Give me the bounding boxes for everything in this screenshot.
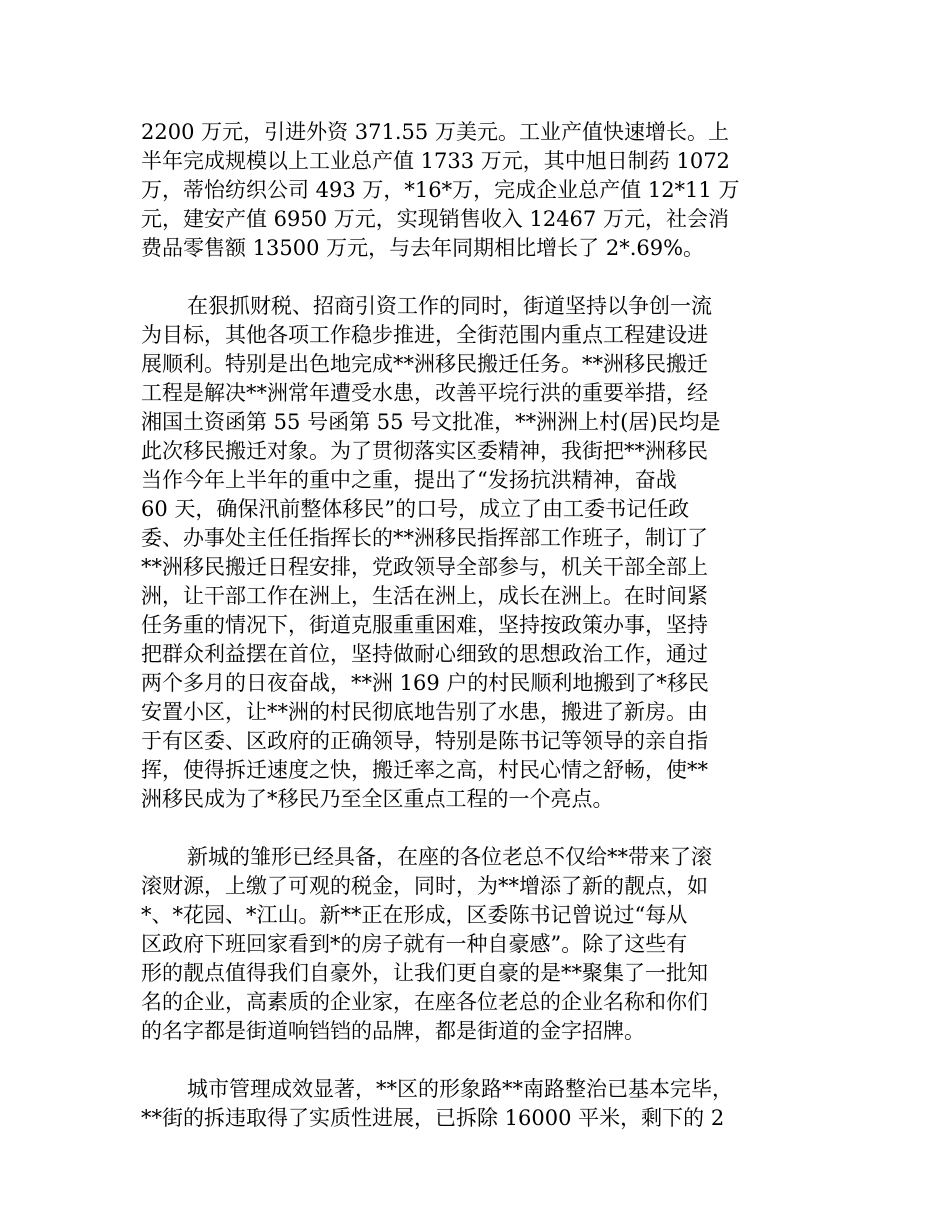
text-line: 2200 万元，引进外资 371.55 万美元。工业产值快速增长。上 (141, 120, 729, 144)
text-line: 把群众利益摆在首位，坚持做耐心细致的思想政治工作，通过 (141, 642, 708, 666)
paragraph-4 (141, 1075, 816, 1133)
text-line: **洲移民搬迁日程安排，党政领导全部参与，机关干部全部上 (141, 555, 708, 579)
text-line: 为目标，其他各项工作稳步推进，全街范围内重点工程建设进 (141, 323, 708, 347)
text-line: 安置小区，让**洲的村民彻底地告别了水患，搬进了新房。由 (141, 700, 708, 724)
paragraph-2 (141, 292, 816, 814)
text-line: 的名字都是街道响铛铛的品牌，都是街道的金字招牌。 (141, 1019, 645, 1043)
text-line: 委、办事处主任任指挥长的**洲移民指挥部工作班子，制订了 (141, 526, 708, 550)
text-line: 于有区委、区政府的正确领导，特别是陈书记等领导的亲自指 (141, 729, 708, 753)
text-line: 此次移民搬迁对象。为了贯彻落实区委精神，我街把**洲移民 (141, 439, 708, 463)
text-line: 费品零售额 13500 万元，与去年同期相比增长了 2*.69%。 (141, 236, 705, 260)
text-line: 在狠抓财税、招商引资工作的同时，街道坚持以争创一流 (187, 294, 712, 318)
paragraph-spacer (141, 814, 816, 843)
text-line: 新城的雏形已经具备，在座的各位老总不仅给**带来了滚 (187, 845, 712, 869)
paragraph-spacer (141, 1046, 816, 1075)
paragraph-spacer (141, 263, 816, 292)
text-line: 洲，让干部工作在洲上，生活在洲上，成长在洲上。在时间紧 (141, 584, 708, 608)
text-line: 滚财源，上缴了可观的税金，同时，为**增添了新的靓点，如 (141, 874, 708, 898)
text-line: 湘国土资函第 55 号函第 55 号文批准，**洲洲上村(居)民均是 (141, 410, 721, 434)
document-body (141, 118, 816, 1133)
text-line: 工程是解决**洲常年遭受水患，改善平垸行洪的重要举措，经 (141, 381, 708, 405)
text-line: 洲移民成为了*移民乃至全区重点工程的一个亮点。 (141, 787, 614, 811)
text-line: 名的企业，高素质的企业家，在座各位老总的企业名称和你们 (141, 990, 708, 1014)
text-line: 60 天，确保汛前整体移民”的口号，成立了由工委书记任政 (141, 497, 690, 521)
text-line: 任务重的情况下，街道克服重重困难，坚持按政策办事，坚持 (141, 613, 708, 637)
text-line: 展顺利。特别是出色地完成**洲移民搬迁任务。**洲移民搬迁 (141, 352, 708, 376)
text-line: 元，建安产值 6950 万元，实现销售收入 12467 万元，社会消 (141, 207, 729, 231)
text-line: 区政府下班回家看到*的房子就有一种自豪感”。除了这些有 (141, 932, 688, 956)
text-line: 当作今年上半年的重中之重，提出了“发扬抗洪精神，奋战 (141, 468, 677, 492)
text-line: 形的靓点值得我们自豪外，让我们更自豪的是**聚集了一批知 (141, 961, 708, 985)
text-line: 挥，使得拆迁速度之快，搬迁率之高，村民心情之舒畅，使** (141, 758, 708, 782)
text-line: *、*花园、*江山。新**正在形成，区委陈书记曾说过“每从 (141, 903, 688, 927)
text-line: 半年完成规模以上工业总产值 1733 万元，其中旭日制药 1072 (141, 149, 730, 173)
paragraph-3 (141, 843, 816, 1046)
paragraph-1 (141, 118, 816, 263)
text-line: 万，蒂怡纺织公司 493 万，*16*万，完成企业总产值 12*11 万 (141, 178, 740, 202)
text-line: **街的拆违取得了实质性进展，已拆除 16000 平米，剩下的 2 (141, 1106, 725, 1130)
text-line: 两个多月的日夜奋战，**洲 169 户的村民顺利地搬到了*移民 (141, 671, 709, 695)
text-line: 城市管理成效显著，**区的形象路**南路整治已基本完毕， (187, 1077, 733, 1101)
